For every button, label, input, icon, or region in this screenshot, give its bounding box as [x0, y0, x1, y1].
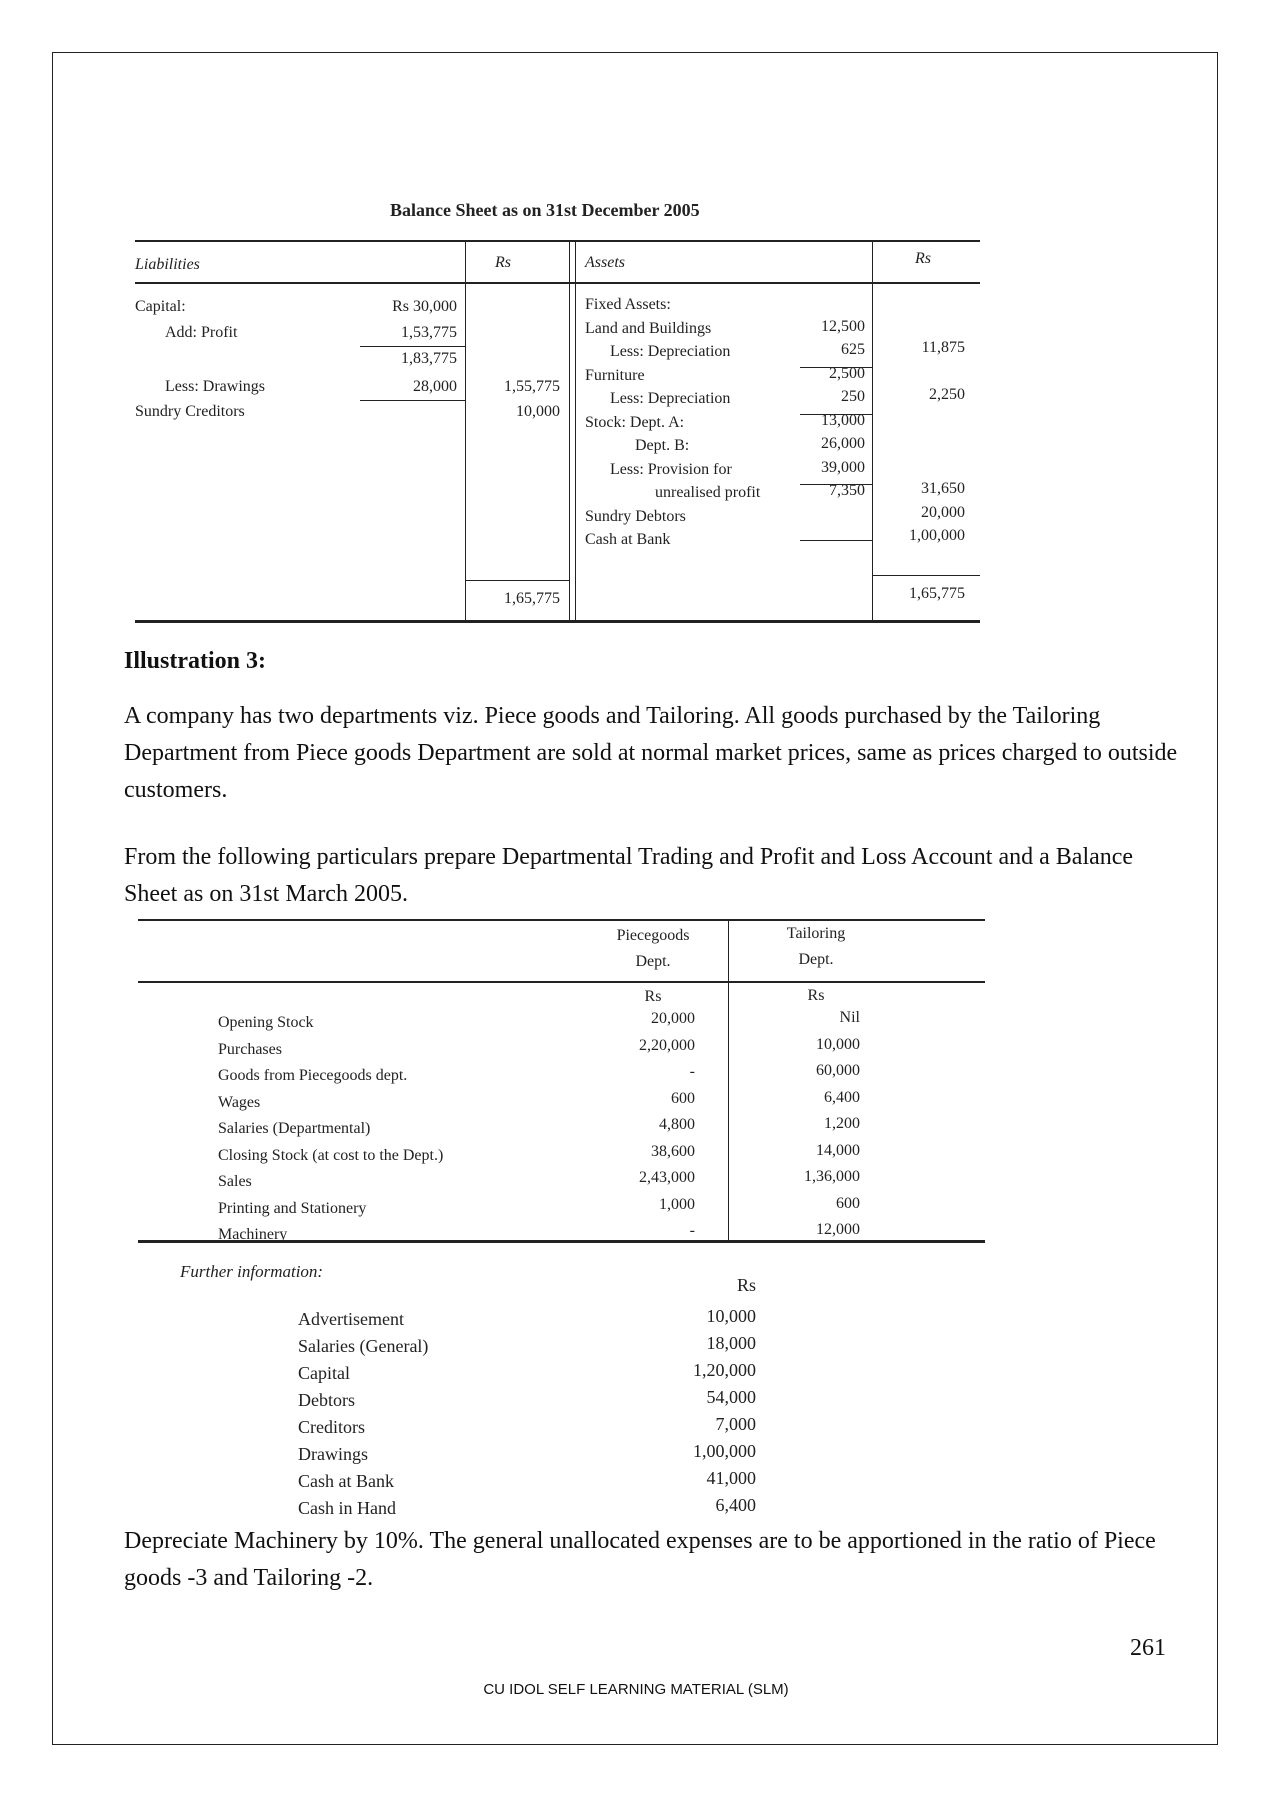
- divider: [800, 540, 872, 541]
- asset-amount: 31,650: [921, 480, 965, 497]
- tailoring-value: 6,400: [824, 1088, 860, 1106]
- asset-label: Less: Depreciation: [610, 390, 731, 407]
- row-label: Sales: [218, 1173, 252, 1190]
- asset-label: Furniture: [585, 366, 645, 384]
- further-value: 1,20,000: [693, 1360, 756, 1380]
- asset-label: Less: Provision for: [610, 460, 732, 478]
- divider: [360, 346, 465, 347]
- asset-sub-amount: 12,500: [821, 317, 865, 335]
- liability-sub-amount: 28,000: [413, 378, 457, 395]
- asset-sub-amount: 7,350: [829, 482, 865, 499]
- asset-sub-amount: 13,000: [821, 411, 865, 429]
- asset-label: Less: Depreciation: [610, 343, 731, 360]
- asset-label: Land and Buildings: [585, 319, 712, 337]
- asset-sub-amount: 250: [841, 388, 865, 405]
- tailoring-value: 60,000: [816, 1062, 860, 1079]
- tailoring-value: Nil: [839, 1009, 860, 1026]
- piecegoods-value: 20,000: [651, 1010, 695, 1027]
- row-label: Opening Stock: [218, 1014, 314, 1031]
- row-label: Purchases: [218, 1040, 282, 1058]
- asset-label: Stock: Dept. A:: [585, 413, 685, 431]
- asset-amount: 11,875: [921, 339, 965, 356]
- footer: CU IDOL SELF LEARNING MATERIAL (SLM): [483, 1681, 789, 1698]
- balance-sheet-title: Balance Sheet as on 31st December 2005: [390, 200, 700, 220]
- asset-label: unrealised profit: [655, 484, 761, 501]
- further-value: 18,000: [706, 1333, 756, 1353]
- row-label: Goods from Piecegoods dept.: [218, 1067, 408, 1084]
- rs-label: Rs: [736, 1275, 756, 1295]
- divider: [800, 367, 872, 368]
- assets-header: Assets: [585, 254, 625, 271]
- row-label: Machinery: [218, 1226, 288, 1243]
- further-information-list: [298, 1275, 758, 1518]
- total-assets: 1,65,775: [909, 585, 965, 602]
- asset-sub-amount: 625: [841, 341, 865, 358]
- tailoring-value: 1,200: [824, 1115, 860, 1132]
- piecegoods-value: 600: [671, 1089, 695, 1107]
- tailoring-value: 1,36,000: [804, 1168, 860, 1185]
- divider: [800, 414, 872, 415]
- balance-sheet-table: [135, 240, 980, 620]
- asset-amount: 2,250: [929, 386, 965, 403]
- liability-sub-amount: Rs 30,000: [392, 298, 457, 315]
- further-label: Drawings: [298, 1444, 368, 1464]
- further-label: Creditors: [298, 1417, 365, 1437]
- tailoring-header: Tailoring: [786, 925, 846, 942]
- asset-label: Fixed Assets:: [585, 296, 671, 313]
- row-label: Wages: [218, 1093, 261, 1111]
- further-value: 1,00,000: [693, 1441, 756, 1461]
- asset-amount: 20,000: [921, 503, 965, 521]
- further-value: 41,000: [706, 1468, 756, 1488]
- liability-amount: 10,000: [516, 403, 560, 420]
- piecegoods-value: -: [689, 1222, 695, 1239]
- asset-amount: 1,00,000: [909, 527, 965, 544]
- rs-label: Rs: [807, 987, 825, 1004]
- liability-sub-amount: 1,83,775: [401, 350, 457, 367]
- piecegoods-value: 4,800: [659, 1116, 695, 1133]
- piecegoods-header-dept: Dept.: [635, 953, 671, 970]
- further-label: Cash at Bank: [298, 1471, 394, 1491]
- liability-label: Sundry Creditors: [135, 403, 245, 420]
- row-label: Salaries (Departmental): [218, 1120, 371, 1137]
- tailoring-value: 14,000: [816, 1141, 860, 1159]
- asset-sub-amount: 26,000: [821, 435, 865, 452]
- piecegoods-value: 1,000: [659, 1195, 695, 1213]
- piecegoods-value: -: [689, 1063, 695, 1080]
- instruction-paragraph: From the following particulars prepare Departmental Trading and Profit and Loss Account and a Balance Sheet as on 31st March 2005.: [124, 844, 1134, 907]
- piecegoods-value: 2,20,000: [639, 1036, 695, 1054]
- liability-label: Less: Drawings: [165, 378, 265, 395]
- asset-sub-amount: 2,500: [829, 364, 865, 382]
- asset-sub-amount: 39,000: [821, 458, 865, 476]
- piecegoods-header: Piecegoods: [616, 927, 690, 944]
- further-information-heading: Further information:: [180, 1262, 324, 1281]
- total-liabilities: 1,65,775: [504, 590, 560, 607]
- divider: [360, 400, 465, 401]
- page-number: 261: [1130, 1635, 1166, 1661]
- tailoring-value: 12,000: [816, 1221, 860, 1238]
- rs-label: Rs: [644, 988, 662, 1005]
- rs-header: Rs: [495, 254, 511, 271]
- note-paragraph: Depreciate Machinery by 10%. The general unallocated expenses are to be apportioned in the ratio of Piece goods -3 and Tailoring -2.: [124, 1528, 1156, 1591]
- illustration-heading: Illustration 3:: [124, 648, 267, 674]
- further-label: Debtors: [298, 1390, 355, 1410]
- liability-label: Capital:: [135, 298, 186, 315]
- further-value: 6,400: [715, 1495, 756, 1515]
- further-value: 54,000: [706, 1387, 756, 1407]
- further-value: 10,000: [706, 1306, 756, 1326]
- department-table: [138, 915, 985, 1245]
- piecegoods-value: 38,600: [651, 1142, 695, 1160]
- liabilities-header: Liabilities: [135, 256, 200, 273]
- tailoring-header-dept: Dept.: [798, 951, 834, 968]
- divider: [800, 484, 872, 485]
- row-label: Closing Stock (at cost to the Dept.): [218, 1146, 444, 1164]
- tailoring-value: 10,000: [816, 1035, 860, 1053]
- further-value: 7,000: [715, 1414, 756, 1434]
- row-label: Printing and Stationery: [218, 1199, 367, 1217]
- illustration-paragraph: A company has two departments viz. Piece goods and Tailoring. All goods purchased by the Tailoring Department from Piece goods Department are sold at normal market prices, same as prices charged to outside customers.: [124, 703, 1178, 803]
- asset-label: Sundry Debtors: [585, 507, 686, 525]
- piecegoods-value: 2,43,000: [639, 1169, 695, 1186]
- liability-sub-amount: 1,53,775: [401, 324, 457, 341]
- further-label: Cash in Hand: [298, 1498, 396, 1518]
- liability-label: Add: Profit: [165, 324, 238, 341]
- rs-header: Rs: [915, 250, 931, 267]
- further-label: Salaries (General): [298, 1336, 429, 1356]
- asset-label: Dept. B:: [635, 437, 690, 454]
- tailoring-value: 600: [836, 1194, 860, 1212]
- liability-amount: 1,55,775: [504, 378, 560, 395]
- further-label: Capital: [298, 1363, 350, 1383]
- asset-label: Cash at Bank: [585, 531, 671, 548]
- further-label: Advertisement: [298, 1309, 404, 1329]
